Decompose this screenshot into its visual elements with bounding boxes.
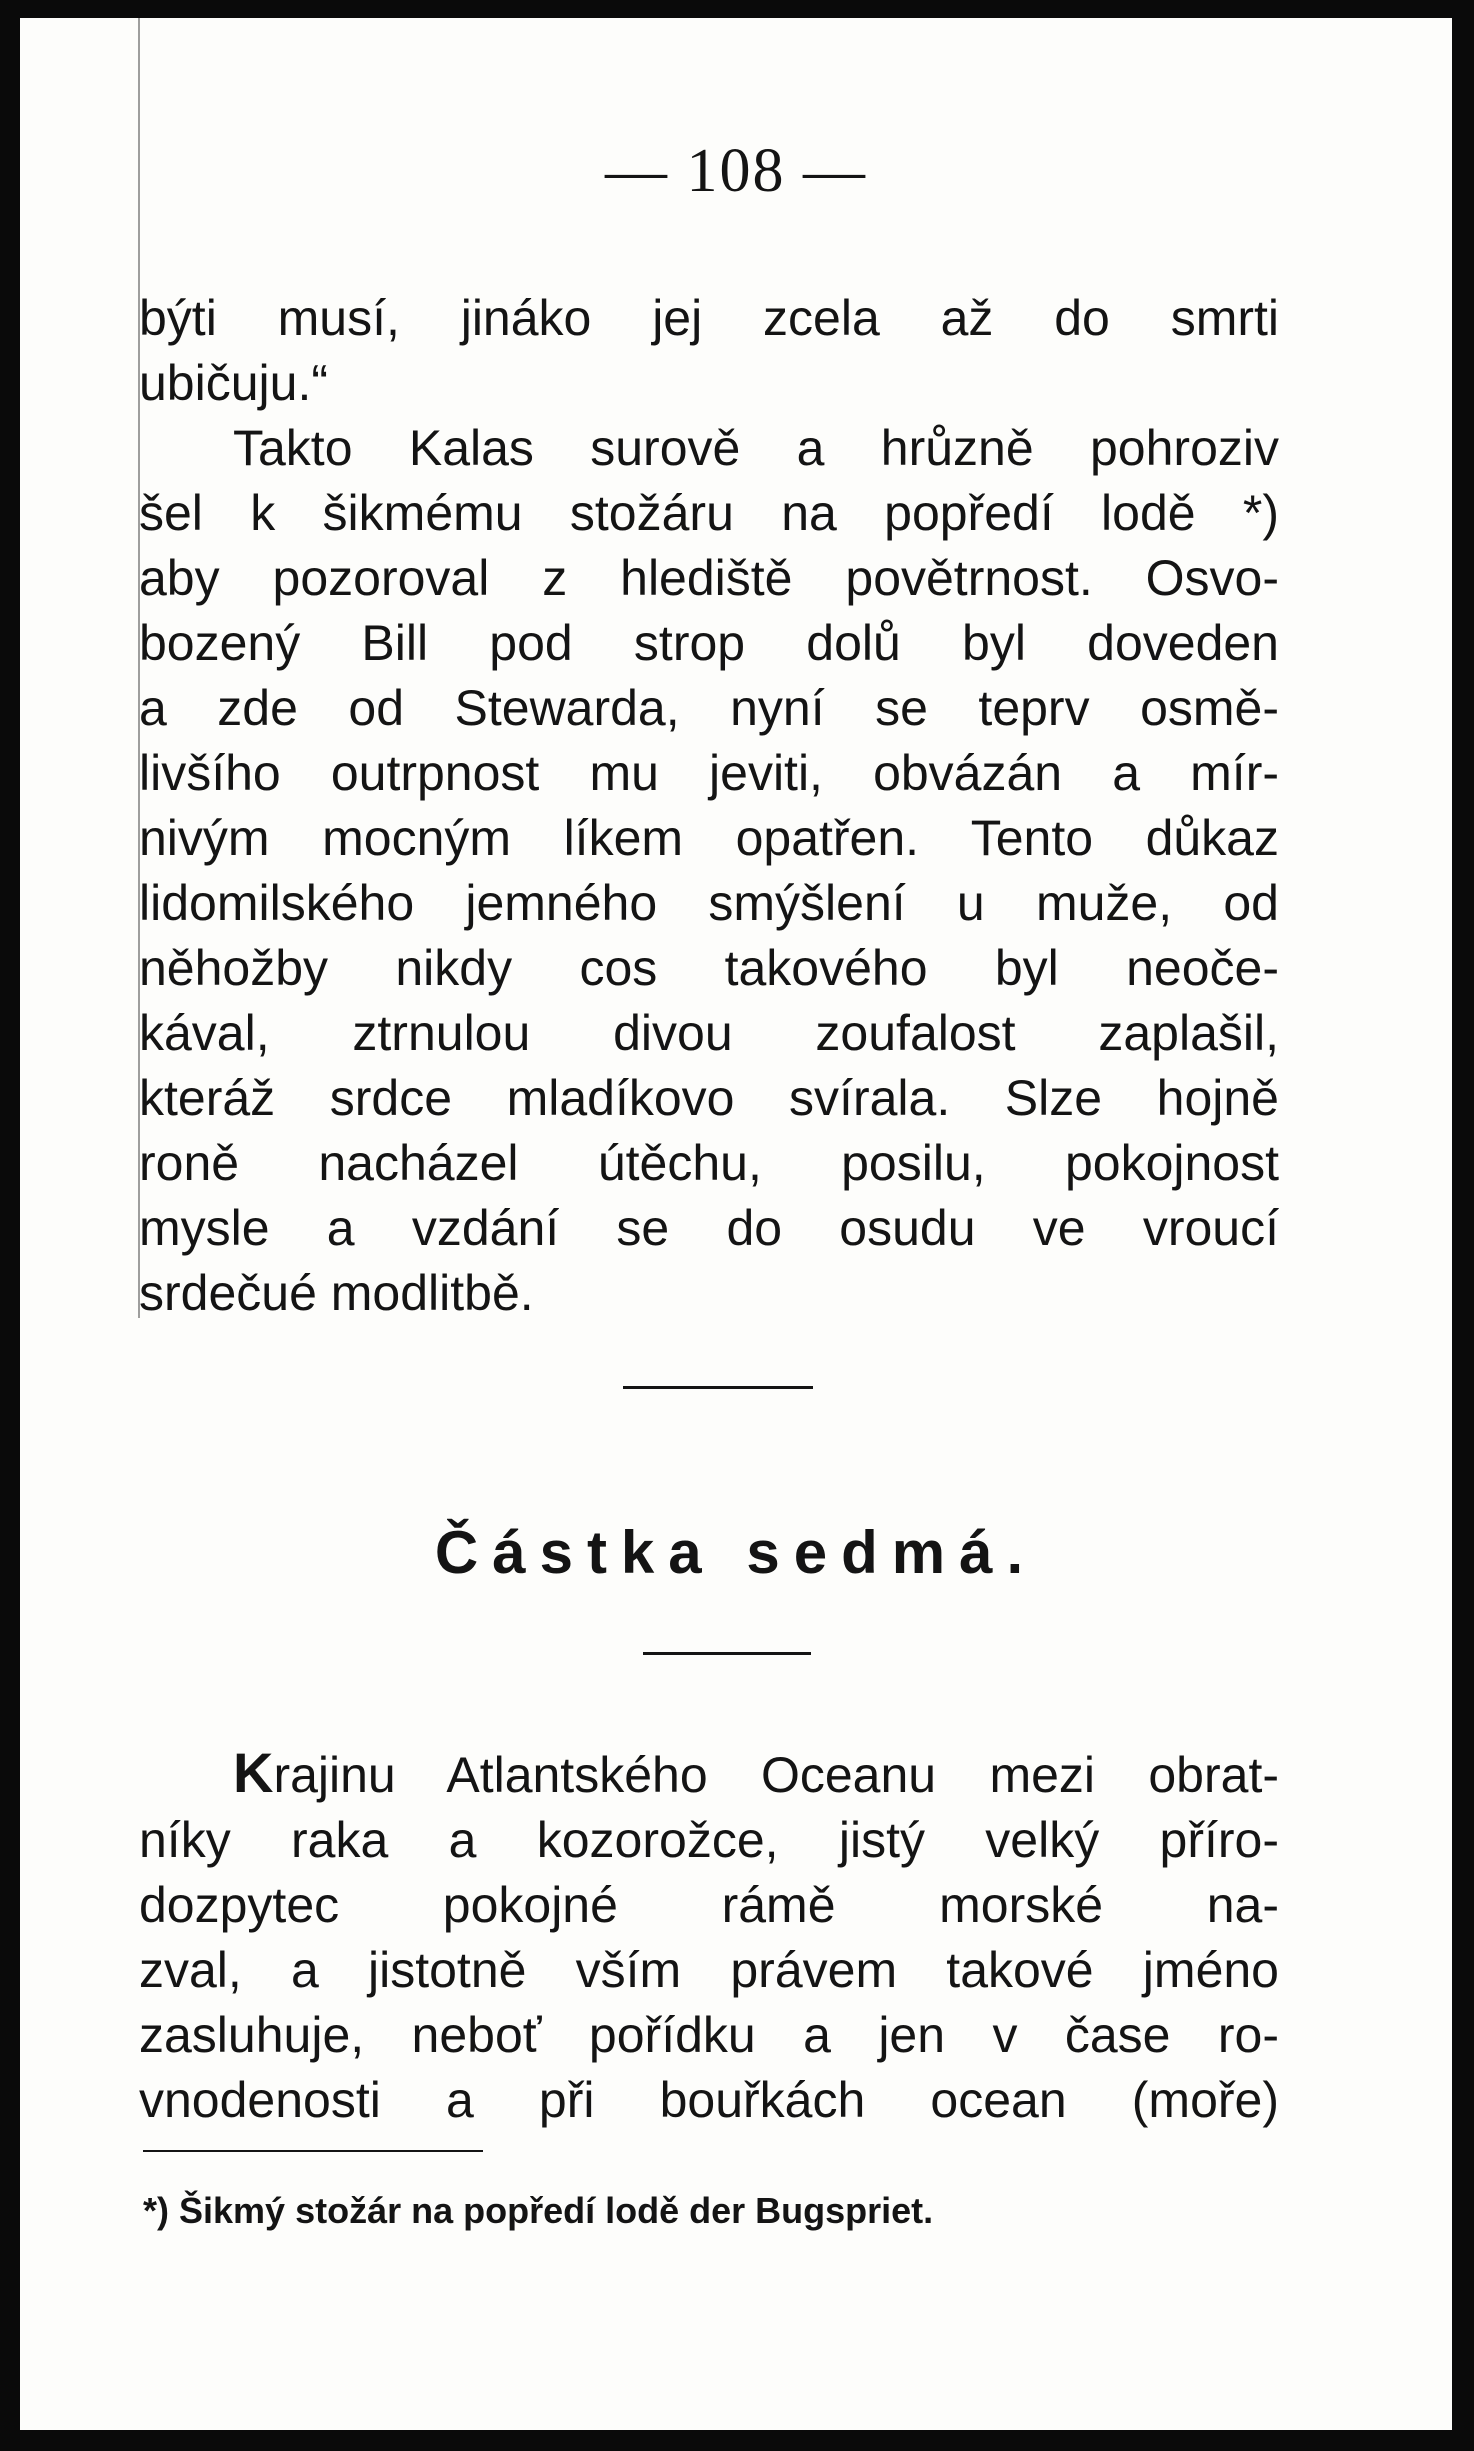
text-line: livšího outrpnost mu jeviti, obvázán a mír- [139,745,1279,801]
text-line: nivým mocným líkem opatřen. Tento důkaz [139,810,1279,866]
text-line: bozený Bill pod strop dolů byl doveden [139,615,1279,671]
text-line: ubičuju.“ [139,355,328,411]
text-line-rest: rajinu Atlantského Oceanu mezi obrat- [273,1747,1279,1803]
text-line: šel k šikmému stožáru na popředí lodě *) [139,485,1279,541]
text-line: lidomilského jemného smýšlení u muže, od [139,875,1279,931]
text-line: zval, a jistotně vším právem takové jméno [139,1942,1279,1998]
text-line: srdečué modlitbě. [139,1265,534,1321]
text-line: Takto Kalas surově a hrůzně pohroziv [233,420,1279,476]
text-line: kteráž srdce mladíkovo svírala. Slze hojně [139,1070,1279,1126]
section-divider-bottom [643,1652,811,1655]
text-line: něhožby nikdy cos takového byl neoče- [139,940,1279,996]
drop-letter: K [233,1741,274,1804]
text-line [139,1740,1279,1808]
text-line: roně nacházel útěchu, posilu, pokojnost [139,1135,1279,1191]
section-divider-top [623,1386,813,1389]
text-line: mysle a vzdání se do osudu ve vroucí [139,1200,1279,1256]
text-line: aby pozoroval z hlediště povětrnost. Osvo- [139,550,1279,606]
text-line: býti musí, jináko jej zcela až do smrti [139,290,1279,346]
paragraph-chapter-opening [139,1740,1279,2133]
page-number: — 108 — [605,137,867,205]
text-line: zasluhuje, neboť pořídku a jen v čase ro- [139,2007,1279,2063]
text-line: vnodenosti a při bouřkách ocean (moře) [139,2072,1279,2128]
text-line: níky raka a kozorožce, jistý velký příro- [139,1812,1279,1868]
chapter-title: Částka sedmá. [434,1519,1038,1586]
paragraph-continued [139,286,1279,1326]
footnote: *) Šikmý stožár na popředí lodě der Bugspriet. [143,2190,934,2231]
text-line: dozpytec pokojné rámě morské na- [139,1877,1279,1933]
book-page [20,18,1452,2430]
footnote-rule [143,2150,483,2152]
text-line: a zde od Stewarda, nyní se teprv osmě- [139,680,1279,736]
text-line: kával, ztrnulou divou zoufalost zaplašil, [139,1005,1279,1061]
